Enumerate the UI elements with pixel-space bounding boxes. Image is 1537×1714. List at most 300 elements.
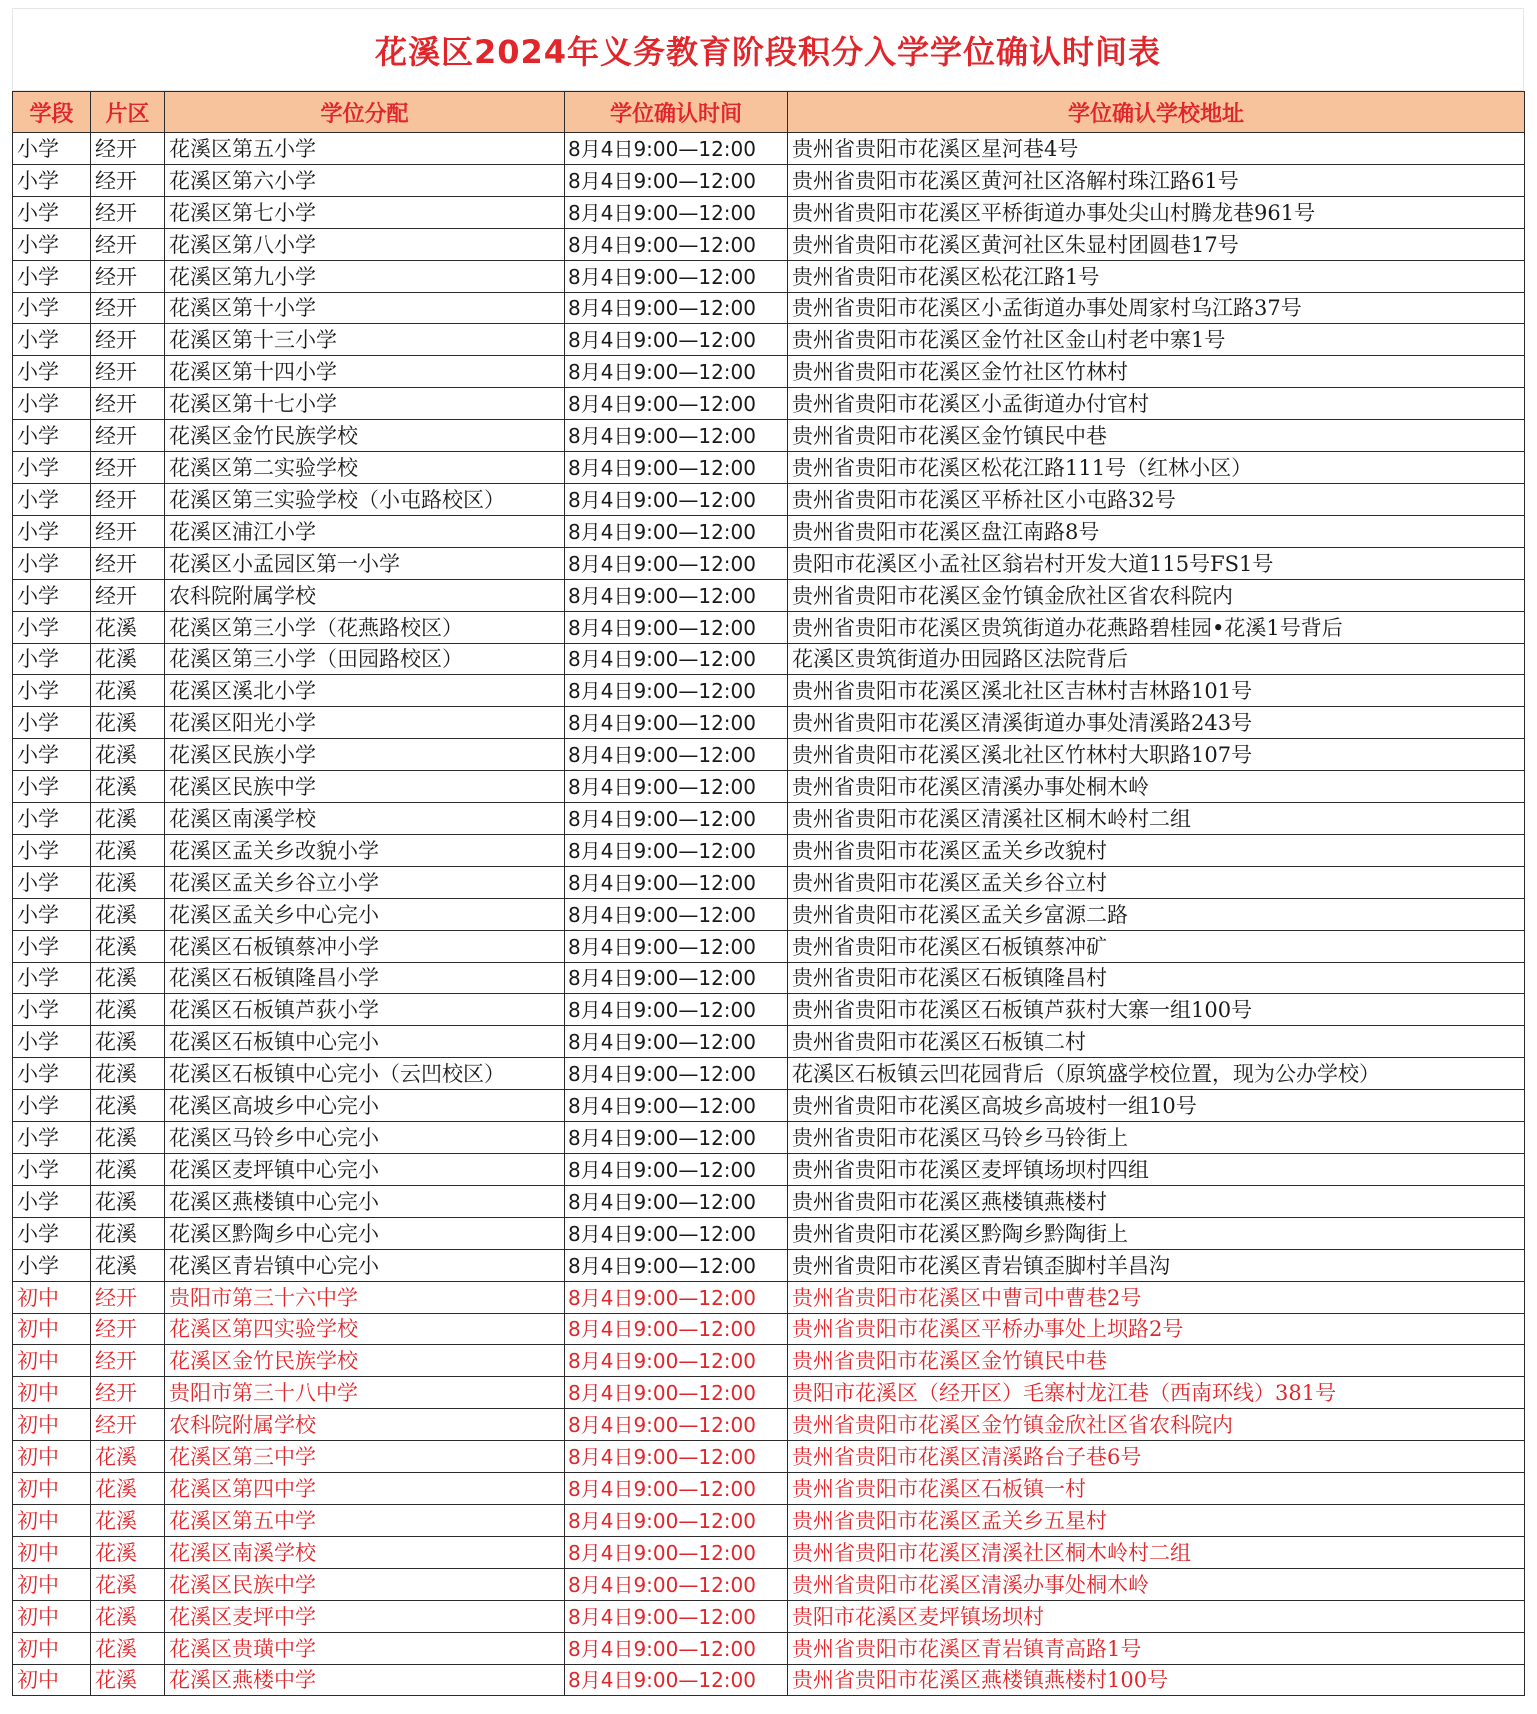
cell-district: 花溪	[91, 803, 165, 835]
table-row	[13, 579, 1525, 611]
cell-time: 8月4日9:00—12:00	[565, 483, 788, 515]
cell-address: 贵州省贵阳市花溪区中曹司中曹巷2号	[788, 1281, 1525, 1313]
header-stage: 学段	[13, 92, 91, 133]
table-row	[13, 483, 1525, 515]
cell-address: 贵州省贵阳市花溪区金竹镇民中巷	[788, 420, 1525, 452]
cell-time: 8月4日9:00—12:00	[565, 1377, 788, 1409]
table-row	[13, 866, 1525, 898]
cell-address: 贵州省贵阳市花溪区金竹镇金欣社区省农科院内	[788, 579, 1525, 611]
cell-school: 花溪区贵璜中学	[165, 1632, 565, 1664]
cell-stage: 小学	[13, 1217, 91, 1249]
cell-school: 花溪区民族中学	[165, 771, 565, 803]
table-row	[13, 420, 1525, 452]
cell-time: 8月4日9:00—12:00	[565, 1632, 788, 1664]
table-row	[13, 962, 1525, 994]
cell-address: 贵州省贵阳市花溪区燕楼镇燕楼村	[788, 1185, 1525, 1217]
cell-school: 花溪区石板镇中心完小（云凹校区）	[165, 1058, 565, 1090]
table-row	[13, 994, 1525, 1026]
cell-address: 贵州省贵阳市花溪区青岩镇歪脚村羊昌沟	[788, 1249, 1525, 1281]
cell-stage: 小学	[13, 1090, 91, 1122]
cell-time: 8月4日9:00—12:00	[565, 324, 788, 356]
cell-stage: 小学	[13, 452, 91, 484]
cell-district: 花溪	[91, 1058, 165, 1090]
cell-district: 花溪	[91, 1154, 165, 1186]
cell-school: 花溪区阳光小学	[165, 707, 565, 739]
cell-address: 花溪区贵筑街道办田园路区法院背后	[788, 643, 1525, 675]
cell-address: 贵州省贵阳市花溪区高坡乡高坡村一组10号	[788, 1090, 1525, 1122]
cell-stage: 初中	[13, 1536, 91, 1568]
cell-stage: 小学	[13, 292, 91, 324]
cell-district: 经开	[91, 260, 165, 292]
cell-school: 花溪区石板镇中心完小	[165, 1026, 565, 1058]
cell-stage: 小学	[13, 1154, 91, 1186]
cell-school: 花溪区第五中学	[165, 1504, 565, 1536]
cell-stage: 小学	[13, 579, 91, 611]
cell-stage: 小学	[13, 739, 91, 771]
cell-school: 花溪区小孟园区第一小学	[165, 547, 565, 579]
schedule-table	[12, 91, 1525, 1696]
cell-stage: 小学	[13, 803, 91, 835]
table-row	[13, 1313, 1525, 1345]
cell-district: 花溪	[91, 1122, 165, 1154]
cell-time: 8月4日9:00—12:00	[565, 675, 788, 707]
cell-district: 花溪	[91, 1441, 165, 1473]
cell-time: 8月4日9:00—12:00	[565, 1568, 788, 1600]
cell-district: 花溪	[91, 1600, 165, 1632]
cell-address: 贵州省贵阳市花溪区平桥街道办事处尖山村腾龙巷961号	[788, 196, 1525, 228]
header-row	[13, 92, 1525, 133]
cell-district: 经开	[91, 1409, 165, 1441]
cell-time: 8月4日9:00—12:00	[565, 1536, 788, 1568]
cell-stage: 小学	[13, 133, 91, 165]
cell-school: 花溪区第三小学（花燕路校区）	[165, 611, 565, 643]
cell-school: 花溪区燕楼镇中心完小	[165, 1185, 565, 1217]
cell-school: 花溪区第五小学	[165, 133, 565, 165]
schedule-sheet	[12, 8, 1524, 1696]
table-row	[13, 1600, 1525, 1632]
cell-stage: 初中	[13, 1600, 91, 1632]
table-row	[13, 1154, 1525, 1186]
cell-district: 经开	[91, 483, 165, 515]
cell-address: 贵州省贵阳市花溪区石板镇蔡冲矿	[788, 930, 1525, 962]
cell-address: 贵州省贵阳市花溪区石板镇芦荻村大寨一组100号	[788, 994, 1525, 1026]
cell-district: 花溪	[91, 1536, 165, 1568]
cell-address: 贵阳市花溪区小孟社区翁岩村开发大道115号FS1号	[788, 547, 1525, 579]
cell-school: 花溪区南溪学校	[165, 1536, 565, 1568]
cell-district: 花溪	[91, 962, 165, 994]
cell-time: 8月4日9:00—12:00	[565, 1409, 788, 1441]
page-title: 花溪区2024年义务教育阶段积分入学学位确认时间表	[374, 32, 1162, 71]
cell-time: 8月4日9:00—12:00	[565, 866, 788, 898]
table-row	[13, 643, 1525, 675]
cell-time: 8月4日9:00—12:00	[565, 1026, 788, 1058]
cell-address: 贵州省贵阳市花溪区平桥社区小屯路32号	[788, 483, 1525, 515]
cell-school: 花溪区石板镇蔡冲小学	[165, 930, 565, 962]
cell-district: 经开	[91, 1313, 165, 1345]
cell-stage: 初中	[13, 1441, 91, 1473]
cell-school: 花溪区燕楼中学	[165, 1664, 565, 1696]
cell-address: 贵州省贵阳市花溪区松花江路111号（红林小区）	[788, 452, 1525, 484]
cell-stage: 小学	[13, 866, 91, 898]
cell-stage: 初中	[13, 1281, 91, 1313]
cell-school: 花溪区第九小学	[165, 260, 565, 292]
cell-address: 贵州省贵阳市花溪区燕楼镇燕楼村100号	[788, 1664, 1525, 1696]
cell-stage: 小学	[13, 483, 91, 515]
cell-address: 贵州省贵阳市花溪区青岩镇青高路1号	[788, 1632, 1525, 1664]
cell-time: 8月4日9:00—12:00	[565, 643, 788, 675]
cell-stage: 小学	[13, 962, 91, 994]
cell-stage: 小学	[13, 898, 91, 930]
cell-district: 花溪	[91, 611, 165, 643]
cell-school: 贵阳市第三十六中学	[165, 1281, 565, 1313]
cell-time: 8月4日9:00—12:00	[565, 1058, 788, 1090]
cell-school: 农科院附属学校	[165, 1409, 565, 1441]
cell-stage: 小学	[13, 611, 91, 643]
cell-address: 贵州省贵阳市花溪区石板镇隆昌村	[788, 962, 1525, 994]
header-allocation: 学位分配	[165, 92, 565, 133]
cell-district: 经开	[91, 515, 165, 547]
cell-stage: 小学	[13, 707, 91, 739]
table-row	[13, 260, 1525, 292]
cell-district: 经开	[91, 1377, 165, 1409]
cell-school: 花溪区第二实验学校	[165, 452, 565, 484]
cell-stage: 初中	[13, 1632, 91, 1664]
cell-time: 8月4日9:00—12:00	[565, 1441, 788, 1473]
cell-address: 贵州省贵阳市花溪区清溪办事处桐木岭	[788, 1568, 1525, 1600]
cell-district: 经开	[91, 356, 165, 388]
table-row	[13, 1441, 1525, 1473]
table-row	[13, 133, 1525, 165]
table-row	[13, 611, 1525, 643]
cell-time: 8月4日9:00—12:00	[565, 1504, 788, 1536]
cell-school: 花溪区马铃乡中心完小	[165, 1122, 565, 1154]
cell-address: 贵州省贵阳市花溪区石板镇一村	[788, 1473, 1525, 1505]
cell-district: 经开	[91, 292, 165, 324]
cell-school: 花溪区第三小学（田园路校区）	[165, 643, 565, 675]
cell-address: 贵阳市花溪区麦坪镇场坝村	[788, 1600, 1525, 1632]
cell-address: 贵州省贵阳市花溪区清溪办事处桐木岭	[788, 771, 1525, 803]
cell-district: 花溪	[91, 994, 165, 1026]
cell-school: 花溪区第七小学	[165, 196, 565, 228]
cell-address: 贵州省贵阳市花溪区清溪路台子巷6号	[788, 1441, 1525, 1473]
cell-stage: 小学	[13, 260, 91, 292]
cell-school: 花溪区石板镇隆昌小学	[165, 962, 565, 994]
table-row	[13, 898, 1525, 930]
cell-district: 花溪	[91, 1185, 165, 1217]
table-row	[13, 1249, 1525, 1281]
cell-school: 花溪区高坡乡中心完小	[165, 1090, 565, 1122]
cell-address: 贵州省贵阳市花溪区麦坪镇场坝村四组	[788, 1154, 1525, 1186]
cell-time: 8月4日9:00—12:00	[565, 962, 788, 994]
table-row	[13, 1058, 1525, 1090]
table-row	[13, 547, 1525, 579]
cell-district: 花溪	[91, 707, 165, 739]
cell-time: 8月4日9:00—12:00	[565, 1313, 788, 1345]
title-box	[12, 8, 1524, 91]
table-row	[13, 1632, 1525, 1664]
cell-district: 经开	[91, 579, 165, 611]
cell-time: 8月4日9:00—12:00	[565, 707, 788, 739]
cell-address: 贵州省贵阳市花溪区金竹镇民中巷	[788, 1345, 1525, 1377]
cell-time: 8月4日9:00—12:00	[565, 260, 788, 292]
cell-address: 贵州省贵阳市花溪区松花江路1号	[788, 260, 1525, 292]
cell-time: 8月4日9:00—12:00	[565, 228, 788, 260]
cell-stage: 小学	[13, 324, 91, 356]
table-row	[13, 1090, 1525, 1122]
cell-school: 花溪区第六小学	[165, 164, 565, 196]
cell-district: 花溪	[91, 1473, 165, 1505]
cell-time: 8月4日9:00—12:00	[565, 547, 788, 579]
cell-address: 贵州省贵阳市花溪区石板镇二村	[788, 1026, 1525, 1058]
cell-address: 贵州省贵阳市花溪区小孟街道办事处周家村乌江路37号	[788, 292, 1525, 324]
cell-time: 8月4日9:00—12:00	[565, 133, 788, 165]
cell-address: 花溪区石板镇云凹花园背后（原筑盛学校位置，现为公办学校）	[788, 1058, 1525, 1090]
cell-address: 贵州省贵阳市花溪区黔陶乡黔陶街上	[788, 1217, 1525, 1249]
cell-address: 贵州省贵阳市花溪区孟关乡谷立村	[788, 866, 1525, 898]
cell-time: 8月4日9:00—12:00	[565, 898, 788, 930]
cell-school: 花溪区麦坪中学	[165, 1600, 565, 1632]
cell-stage: 初中	[13, 1345, 91, 1377]
cell-address: 贵州省贵阳市花溪区马铃乡马铃街上	[788, 1122, 1525, 1154]
cell-time: 8月4日9:00—12:00	[565, 1217, 788, 1249]
cell-district: 花溪	[91, 866, 165, 898]
cell-school: 花溪区浦江小学	[165, 515, 565, 547]
cell-time: 8月4日9:00—12:00	[565, 994, 788, 1026]
cell-time: 8月4日9:00—12:00	[565, 1122, 788, 1154]
cell-school: 农科院附属学校	[165, 579, 565, 611]
header-confirm-time: 学位确认时间	[565, 92, 788, 133]
cell-stage: 小学	[13, 196, 91, 228]
table-body	[13, 133, 1525, 1696]
cell-district: 经开	[91, 196, 165, 228]
cell-stage: 小学	[13, 515, 91, 547]
cell-district: 花溪	[91, 1026, 165, 1058]
table-row	[13, 1473, 1525, 1505]
cell-time: 8月4日9:00—12:00	[565, 1473, 788, 1505]
cell-time: 8月4日9:00—12:00	[565, 834, 788, 866]
table-row	[13, 739, 1525, 771]
table-row	[13, 164, 1525, 196]
table-row	[13, 1536, 1525, 1568]
table-row	[13, 803, 1525, 835]
cell-stage: 小学	[13, 1026, 91, 1058]
cell-address: 贵州省贵阳市花溪区金竹镇金欣社区省农科院内	[788, 1409, 1525, 1441]
cell-time: 8月4日9:00—12:00	[565, 930, 788, 962]
cell-district: 花溪	[91, 739, 165, 771]
cell-stage: 初中	[13, 1504, 91, 1536]
cell-stage: 小学	[13, 771, 91, 803]
cell-time: 8月4日9:00—12:00	[565, 1249, 788, 1281]
cell-district: 经开	[91, 133, 165, 165]
header-school-address: 学位确认学校地址	[788, 92, 1525, 133]
cell-address: 贵州省贵阳市花溪区孟关乡富源二路	[788, 898, 1525, 930]
cell-school: 花溪区第十小学	[165, 292, 565, 324]
cell-stage: 初中	[13, 1409, 91, 1441]
cell-address: 贵州省贵阳市花溪区金竹社区竹林村	[788, 356, 1525, 388]
cell-school: 花溪区第四中学	[165, 1473, 565, 1505]
cell-time: 8月4日9:00—12:00	[565, 515, 788, 547]
table-row	[13, 196, 1525, 228]
cell-address: 贵阳市花溪区（经开区）毛寨村龙江巷（西南环线）381号	[788, 1377, 1525, 1409]
table-row	[13, 675, 1525, 707]
cell-district: 经开	[91, 1345, 165, 1377]
table-row	[13, 324, 1525, 356]
table-row	[13, 1504, 1525, 1536]
table-row	[13, 388, 1525, 420]
cell-school: 花溪区黔陶乡中心完小	[165, 1217, 565, 1249]
cell-stage: 小学	[13, 643, 91, 675]
cell-school: 花溪区第十三小学	[165, 324, 565, 356]
cell-time: 8月4日9:00—12:00	[565, 771, 788, 803]
cell-address: 贵州省贵阳市花溪区贵筑街道办花燕路碧桂园•花溪1号背后	[788, 611, 1525, 643]
cell-stage: 小学	[13, 356, 91, 388]
cell-school: 花溪区第三实验学校（小屯路校区）	[165, 483, 565, 515]
table-row	[13, 1217, 1525, 1249]
cell-stage: 小学	[13, 547, 91, 579]
header-district: 片区	[91, 92, 165, 133]
table-row	[13, 1409, 1525, 1441]
cell-time: 8月4日9:00—12:00	[565, 579, 788, 611]
cell-district: 花溪	[91, 1632, 165, 1664]
cell-address: 贵州省贵阳市花溪区孟关乡五星村	[788, 1504, 1525, 1536]
cell-address: 贵州省贵阳市花溪区溪北社区竹林村大职路107号	[788, 739, 1525, 771]
cell-school: 花溪区第四实验学校	[165, 1313, 565, 1345]
cell-school: 花溪区民族中学	[165, 1568, 565, 1600]
cell-school: 花溪区南溪学校	[165, 803, 565, 835]
cell-time: 8月4日9:00—12:00	[565, 1281, 788, 1313]
cell-district: 花溪	[91, 898, 165, 930]
cell-district: 经开	[91, 1281, 165, 1313]
table-row	[13, 707, 1525, 739]
cell-school: 花溪区第八小学	[165, 228, 565, 260]
table-row	[13, 1664, 1525, 1696]
cell-stage: 小学	[13, 675, 91, 707]
cell-school: 花溪区第十七小学	[165, 388, 565, 420]
cell-address: 贵州省贵阳市花溪区金竹社区金山村老中寨1号	[788, 324, 1525, 356]
cell-time: 8月4日9:00—12:00	[565, 1154, 788, 1186]
cell-stage: 初中	[13, 1473, 91, 1505]
table-row	[13, 452, 1525, 484]
cell-school: 花溪区第三中学	[165, 1441, 565, 1473]
cell-stage: 小学	[13, 1249, 91, 1281]
table-row	[13, 1026, 1525, 1058]
cell-district: 经开	[91, 388, 165, 420]
cell-district: 经开	[91, 547, 165, 579]
cell-address: 贵州省贵阳市花溪区星河巷4号	[788, 133, 1525, 165]
cell-address: 贵州省贵阳市花溪区孟关乡改貌村	[788, 834, 1525, 866]
cell-time: 8月4日9:00—12:00	[565, 803, 788, 835]
table-row	[13, 356, 1525, 388]
cell-time: 8月4日9:00—12:00	[565, 452, 788, 484]
table-row	[13, 228, 1525, 260]
cell-school: 花溪区孟关乡中心完小	[165, 898, 565, 930]
cell-district: 花溪	[91, 643, 165, 675]
cell-district: 经开	[91, 164, 165, 196]
cell-district: 花溪	[91, 834, 165, 866]
cell-address: 贵州省贵阳市花溪区清溪街道办事处清溪路243号	[788, 707, 1525, 739]
cell-stage: 小学	[13, 388, 91, 420]
cell-stage: 小学	[13, 228, 91, 260]
cell-time: 8月4日9:00—12:00	[565, 1600, 788, 1632]
cell-school: 花溪区民族小学	[165, 739, 565, 771]
table-row	[13, 1281, 1525, 1313]
cell-district: 花溪	[91, 1217, 165, 1249]
cell-stage: 小学	[13, 1185, 91, 1217]
cell-school: 花溪区金竹民族学校	[165, 1345, 565, 1377]
cell-district: 经开	[91, 420, 165, 452]
cell-school: 花溪区孟关乡改貌小学	[165, 834, 565, 866]
cell-school: 花溪区石板镇芦荻小学	[165, 994, 565, 1026]
cell-time: 8月4日9:00—12:00	[565, 292, 788, 324]
cell-address: 贵州省贵阳市花溪区清溪社区桐木岭村二组	[788, 1536, 1525, 1568]
cell-school: 花溪区麦坪镇中心完小	[165, 1154, 565, 1186]
table-row	[13, 771, 1525, 803]
table-row	[13, 1185, 1525, 1217]
cell-address: 贵州省贵阳市花溪区平桥办事处上坝路2号	[788, 1313, 1525, 1345]
table-row	[13, 1122, 1525, 1154]
cell-stage: 小学	[13, 994, 91, 1026]
cell-stage: 初中	[13, 1664, 91, 1696]
table-row	[13, 292, 1525, 324]
table-row	[13, 834, 1525, 866]
cell-time: 8月4日9:00—12:00	[565, 1664, 788, 1696]
cell-time: 8月4日9:00—12:00	[565, 1185, 788, 1217]
cell-district: 经开	[91, 452, 165, 484]
cell-district: 花溪	[91, 1249, 165, 1281]
cell-school: 花溪区第十四小学	[165, 356, 565, 388]
cell-address: 贵州省贵阳市花溪区小孟街道办付官村	[788, 388, 1525, 420]
cell-school: 花溪区青岩镇中心完小	[165, 1249, 565, 1281]
cell-stage: 初中	[13, 1377, 91, 1409]
cell-time: 8月4日9:00—12:00	[565, 611, 788, 643]
cell-address: 贵州省贵阳市花溪区盘江南路8号	[788, 515, 1525, 547]
cell-stage: 初中	[13, 1568, 91, 1600]
cell-school: 贵阳市第三十八中学	[165, 1377, 565, 1409]
cell-school: 花溪区金竹民族学校	[165, 420, 565, 452]
cell-district: 花溪	[91, 1504, 165, 1536]
table-row	[13, 1377, 1525, 1409]
cell-stage: 小学	[13, 1122, 91, 1154]
cell-district: 花溪	[91, 675, 165, 707]
cell-time: 8月4日9:00—12:00	[565, 196, 788, 228]
cell-stage: 初中	[13, 1313, 91, 1345]
cell-stage: 小学	[13, 420, 91, 452]
cell-time: 8月4日9:00—12:00	[565, 1090, 788, 1122]
table-row	[13, 1345, 1525, 1377]
cell-district: 花溪	[91, 771, 165, 803]
cell-time: 8月4日9:00—12:00	[565, 164, 788, 196]
cell-time: 8月4日9:00—12:00	[565, 356, 788, 388]
table-row	[13, 515, 1525, 547]
cell-stage: 小学	[13, 834, 91, 866]
cell-address: 贵州省贵阳市花溪区黄河社区朱显村团圆巷17号	[788, 228, 1525, 260]
cell-address: 贵州省贵阳市花溪区黄河社区洛解村珠江路61号	[788, 164, 1525, 196]
table-row	[13, 930, 1525, 962]
cell-address: 贵州省贵阳市花溪区清溪社区桐木岭村二组	[788, 803, 1525, 835]
cell-district: 经开	[91, 324, 165, 356]
cell-district: 花溪	[91, 930, 165, 962]
cell-district: 花溪	[91, 1664, 165, 1696]
cell-time: 8月4日9:00—12:00	[565, 1345, 788, 1377]
cell-school: 花溪区孟关乡谷立小学	[165, 866, 565, 898]
cell-stage: 小学	[13, 1058, 91, 1090]
cell-time: 8月4日9:00—12:00	[565, 388, 788, 420]
cell-district: 经开	[91, 228, 165, 260]
cell-school: 花溪区溪北小学	[165, 675, 565, 707]
table-row	[13, 1568, 1525, 1600]
cell-time: 8月4日9:00—12:00	[565, 420, 788, 452]
cell-stage: 小学	[13, 930, 91, 962]
